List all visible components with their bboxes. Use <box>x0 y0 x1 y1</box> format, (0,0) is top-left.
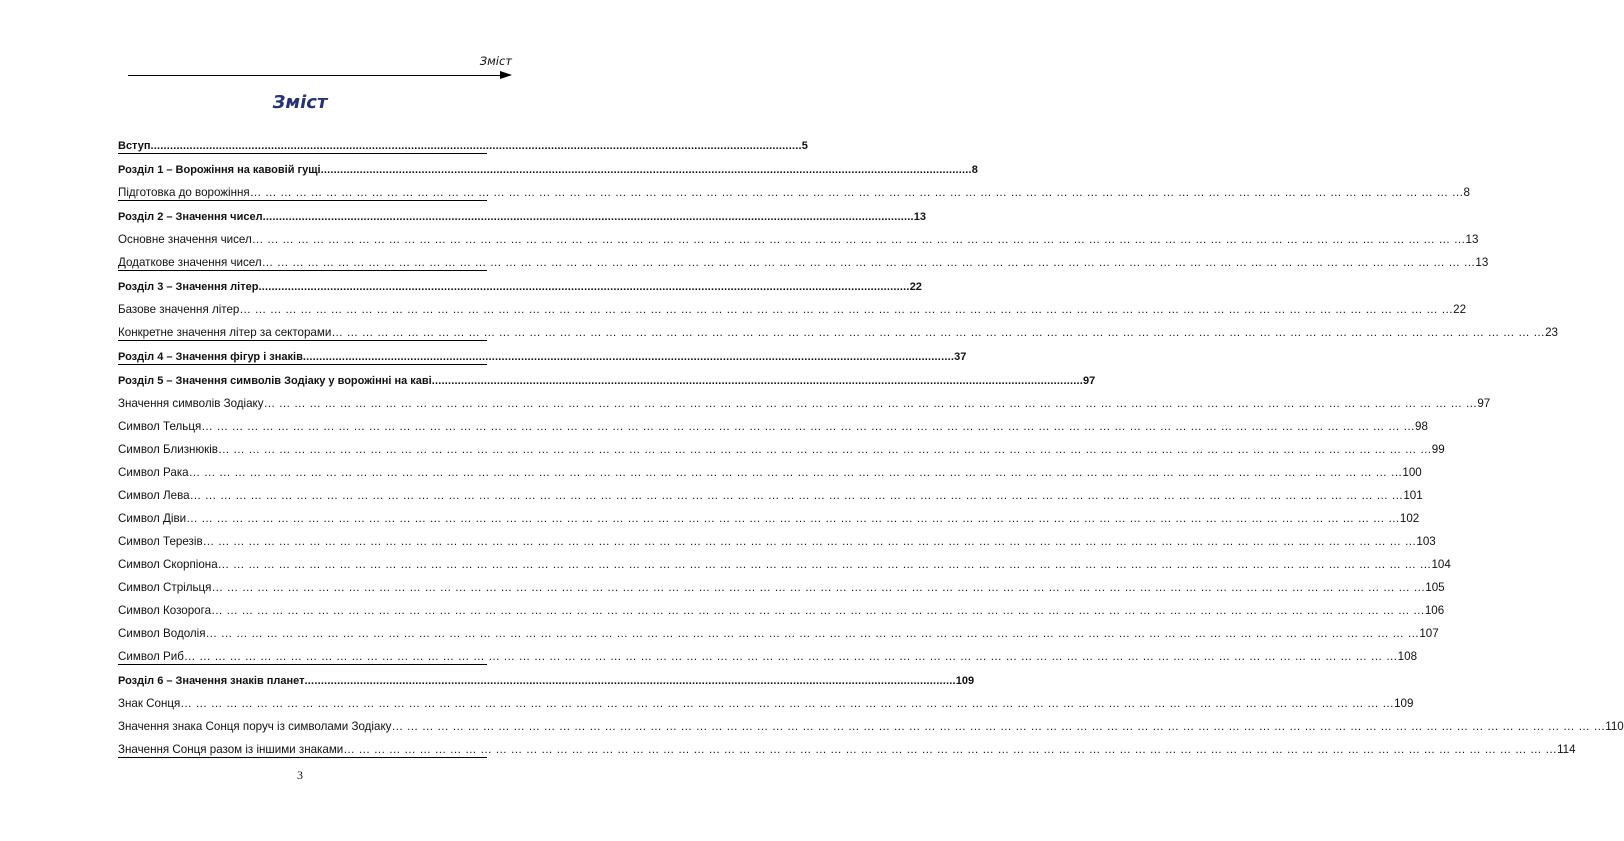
toc-entry[interactable] <box>118 271 922 294</box>
toc-leader: … … … … … … … … … … … … … … … … … … … … … … … … … … … … … … … … … … … … … … … … … … … … … … … … … … … … … … … … … … … … … … … … … … … … … … … … … … … … … … … … <box>202 535 1417 548</box>
toc-entry-label: Символ Терезів <box>118 535 203 548</box>
header-rule <box>128 75 501 76</box>
toc-entry-page: 99 <box>1431 443 1445 456</box>
toc-leader: … … … … … … … … … … … … … … … … … … … … … … … … … … … … … … … … … … … … … … … … … … … … … … … … … … … … … … … … … … … … … … … … … … … … … … … … … … … … … … … … <box>391 720 1606 733</box>
toc-entry-label: Символ Козорога <box>118 604 212 617</box>
toc-entry-page: 98 <box>1415 420 1428 433</box>
toc-entry-label: Знак Сонця <box>118 697 181 710</box>
toc-leader: … … … … … … … … … … … … … … … … … … … … … … … … … … … … … … … … … … … … … … … … … … … … … … … … … … … … … … … … … … … … … … … … … … … … … … … … … … … … … … … … <box>239 303 1454 316</box>
toc-entry-page: 13 <box>913 211 927 223</box>
toc-entry-label: Розділ 6 – Значення знаків планет <box>118 675 305 687</box>
toc-leader: … … … … … … … … … … … … … … … … … … … … … … … … … … … … … … … … … … … … … … … … … … … … … … … … … … … … … … … … … … … … … … … … … … … … … … … … … … … … … … … … <box>331 326 1546 339</box>
toc-entry-page: 100 <box>1402 466 1422 479</box>
toc-entry[interactable] <box>118 247 1489 270</box>
toc-entry[interactable] <box>118 201 927 224</box>
toc-leader: … … … … … … … … … … … … … … … … … … … … … … … … … … … … … … … … … … … … … … … … … … … … … … … … … … … … … … … … … … … … … … … … … … … … … … … … … … … … … … … … <box>217 443 1432 456</box>
toc-entry[interactable] <box>118 641 1418 664</box>
toc-entry-page: 8 <box>971 164 978 176</box>
toc-entry-page: 13 <box>1475 256 1489 269</box>
toc-entry-page: 108 <box>1397 650 1418 663</box>
toc-entry-page: 106 <box>1424 604 1445 617</box>
toc-leader: … … … … … … … … … … … … … … … … … … … … … … … … … … … … … … … … … … … … … … … … … … … … … … … … … … … … … … … … … … … … … … … … … … … … … … … … … … … … … … … … <box>343 743 1558 756</box>
toc-entry[interactable] <box>118 224 1479 247</box>
toc-leader: … … … … … … … … … … … … … … … … … … … … … … … … … … … … … … … … … … … … … … … … … … … … … … … … … … … … … … … … … … … … … … … … … … … … … … … … … … … … … … … … <box>205 627 1420 640</box>
toc-leader: … … … … … … … … … … … … … … … … … … … … … … … … … … … … … … … … … … … … … … … … … … … … … … … … … … … … … … … … … … … … … … … … … … … … … … … … … … … … … … … … <box>211 604 1425 617</box>
toc-entry[interactable] <box>118 388 1491 411</box>
toc-entry[interactable] <box>118 341 967 364</box>
toc-entry-page: 114 <box>1557 743 1576 756</box>
toc-entry-page: 23 <box>1545 326 1558 339</box>
header-arrow <box>500 71 512 79</box>
toc-entry-label: Основне значення чисел <box>118 233 252 246</box>
toc-entry[interactable] <box>118 434 1445 457</box>
toc-entry[interactable] <box>118 526 1436 549</box>
toc-entry-label: Значення Сонця разом із іншими знаками <box>118 743 344 756</box>
toc-leader: ........................................................................................................................................................................................................ <box>258 281 910 293</box>
toc-leader: … … … … … … … … … … … … … … … … … … … … … … … … … … … … … … … … … … … … … … … … … … … … … … … … … … … … … … … … … … … … … … … … … … … … … … … … … … … … … … … … <box>183 650 1398 663</box>
toc-leader: … … … … … … … … … … … … … … … … … … … … … … … … … … … … … … … … … … … … … … … … … … … … … … … … … … … … … … … … … … … … … … … … … … … … … … … … … … … … … … … … <box>180 697 1395 710</box>
toc-entry-label: Розділ 4 – Значення фігур і знаків <box>118 351 303 363</box>
toc-entry[interactable] <box>118 665 975 688</box>
toc-entry[interactable] <box>118 595 1445 618</box>
toc-entry[interactable] <box>118 177 1470 200</box>
toc-entry[interactable] <box>118 480 1423 503</box>
toc-entry-page: 103 <box>1416 535 1436 548</box>
toc-leader: … … … … … … … … … … … … … … … … … … … … … … … … … … … … … … … … … … … … … … … … … … … … … … … … … … … … … … … … … … … … … … … … … … … … … … … … … … … … … … … … <box>251 233 1466 246</box>
toc-leader: … … … … … … … … … … … … … … … … … … … … … … … … … … … … … … … … … … … … … … … … … … … … … … … … … … … … … … … … … … … … … … … … … … … … … … … … … … … … … … … … <box>189 489 1404 502</box>
toc-entry-label: Розділ 3 – Значення літер <box>118 281 259 293</box>
toc-entry-label: Розділ 2 – Значення чисел <box>118 211 263 223</box>
toc-entry-page: 8 <box>1463 186 1470 199</box>
toc-entry-page: 97 <box>1082 375 1096 387</box>
page-number: 3 <box>297 768 303 782</box>
toc-entry-page: 110 <box>1605 720 1624 733</box>
toc-entry[interactable] <box>118 154 978 177</box>
toc-entry-page: 22 <box>909 281 922 293</box>
toc-separator <box>118 757 487 758</box>
toc-entry-label: Базове значення літер <box>118 303 240 316</box>
toc-entry-label: Розділ 5 – Значення символів Зодіаку у ворожінні на каві <box>118 375 432 387</box>
toc-leader: ........................................................................................................................................................................................................ <box>262 211 914 223</box>
toc-entry-label: Значення символів Зодіаку <box>118 397 264 410</box>
toc-entry-label: Символ Діви <box>118 512 187 525</box>
toc-entry-label: Символ Водолія <box>118 627 206 640</box>
toc-entry[interactable] <box>118 688 1414 711</box>
toc-entry-label: Підготовка до ворожіння <box>118 186 250 199</box>
toc-entry-page: 105 <box>1425 581 1445 594</box>
page-title: Зміст <box>272 92 328 113</box>
toc-entry-page: 109 <box>1394 697 1414 710</box>
toc-entry-label: Символ Лева <box>118 489 190 502</box>
toc-entry-label: Додаткове значення чисел <box>118 256 262 269</box>
toc-entry-page: 97 <box>1477 397 1491 410</box>
toc-entry-label: Розділ 1 – Ворожіння на кавовій гущі <box>118 164 321 176</box>
toc-entry[interactable] <box>118 130 808 153</box>
toc-entry[interactable] <box>118 549 1451 572</box>
toc-entry-page: 22 <box>1453 303 1467 316</box>
toc-entry[interactable] <box>118 503 1420 526</box>
toc-leader: … … … … … … … … … … … … … … … … … … … … … … … … … … … … … … … … … … … … … … … … … … … … … … … … … … … … … … … … … … … … … … … … … … … … … … … … … … … … … … … … <box>249 186 1464 199</box>
toc-leader: … … … … … … … … … … … … … … … … … … … … … … … … … … … … … … … … … … … … … … … … … … … … … … … … … … … … … … … … … … … … … … … … … … … … … … … … … … … … … … … … <box>263 397 1478 410</box>
toc-entry-page: 13 <box>1465 233 1479 246</box>
toc-entry-label: Символ Риб <box>118 650 184 663</box>
toc-leader: … … … … … … … … … … … … … … … … … … … … … … … … … … … … … … … … … … … … … … … … … … … … … … … … … … … … … … … … … … … … … … … … … … … … … … … … … … … … … … … … <box>186 512 1400 525</box>
toc-entry-page: 109 <box>955 675 975 687</box>
toc-entry-page: 101 <box>1403 489 1423 502</box>
toc-entry[interactable] <box>118 618 1439 641</box>
toc-entry[interactable] <box>118 411 1428 434</box>
toc-leader: … … … … … … … … … … … … … … … … … … … … … … … … … … … … … … … … … … … … … … … … … … … … … … … … … … … … … … … … … … … … … … … … … … … … … … … … … … … … … … … … <box>217 558 1432 571</box>
toc-leader: ........................................................................................................................................................................................................ <box>431 375 1083 387</box>
toc-leader: ........................................................................................................................................................................................................ <box>302 351 955 363</box>
toc-entry[interactable] <box>118 457 1422 480</box>
toc-entry[interactable] <box>118 711 1624 734</box>
toc-entry-page: 107 <box>1419 627 1439 640</box>
toc-entry-label: Символ Рака <box>118 466 189 479</box>
toc-leader: … … … … … … … … … … … … … … … … … … … … … … … … … … … … … … … … … … … … … … … … … … … … … … … … … … … … … … … … … … … … … … … … … … … … … … … … … … … … … … … … <box>201 420 1416 433</box>
toc-entry[interactable] <box>118 294 1467 317</box>
toc-leader: ........................................................................................................................................................................................................ <box>304 675 956 687</box>
toc-leader: ........................................................................................................................................................................................................ <box>150 140 802 152</box>
toc-entry-label: Значення знака Сонця поруч із символами Зодіаку <box>118 720 392 733</box>
toc-entry[interactable] <box>118 734 1576 757</box>
table-of-contents <box>118 130 1624 758</box>
toc-leader: … … … … … … … … … … … … … … … … … … … … … … … … … … … … … … … … … … … … … … … … … … … … … … … … … … … … … … … … … … … … … … … … … … … … … … … … … … … … … … … … <box>261 256 1476 269</box>
toc-entry-label: Конкретне значення літер за секторами <box>118 326 332 339</box>
toc-entry-page: 5 <box>801 140 808 152</box>
toc-entry-label: Символ Близнюків <box>118 443 218 456</box>
toc-leader: … … … … … … … … … … … … … … … … … … … … … … … … … … … … … … … … … … … … … … … … … … … … … … … … … … … … … … … … … … … … … … … … … … … … … … … … … … … … … … … … <box>188 466 1403 479</box>
toc-leader: ........................................................................................................................................................................................................ <box>320 164 972 176</box>
toc-entry[interactable] <box>118 572 1445 595</box>
toc-entry-label: Вступ <box>118 140 151 152</box>
toc-entry[interactable] <box>118 317 1558 340</box>
toc-entry-label: Символ Тельця <box>118 420 202 433</box>
toc-entry-page: 37 <box>954 351 967 363</box>
toc-entry-label: Символ Стрільця <box>118 581 212 594</box>
toc-leader: … … … … … … … … … … … … … … … … … … … … … … … … … … … … … … … … … … … … … … … … … … … … … … … … … … … … … … … … … … … … … … … … … … … … … … … … … … … … … … … … <box>211 581 1426 594</box>
toc-entry-label: Символ Скорпіона <box>118 558 218 571</box>
toc-entry[interactable] <box>118 365 1096 388</box>
running-head: Зміст <box>479 54 512 68</box>
toc-entry-page: 102 <box>1399 512 1420 525</box>
toc-entry-page: 104 <box>1431 558 1451 571</box>
